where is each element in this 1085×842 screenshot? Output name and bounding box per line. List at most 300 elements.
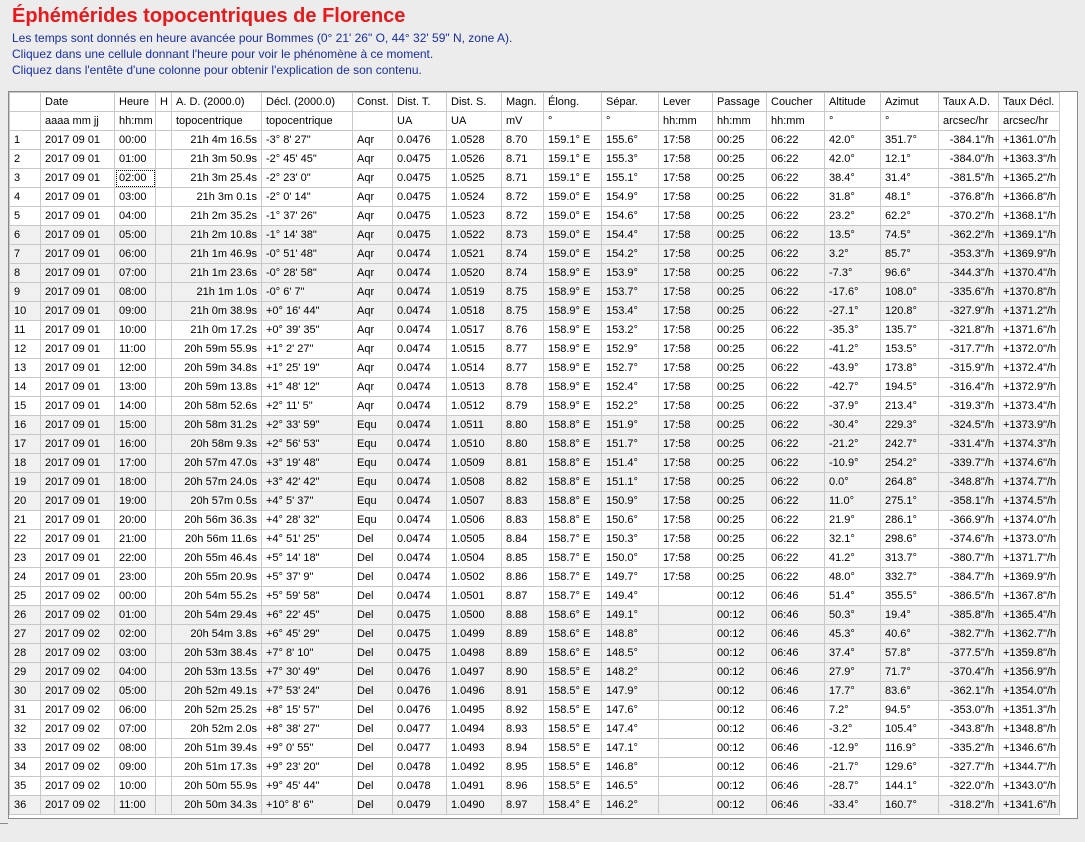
cell-separ: 150.6° — [602, 511, 659, 530]
cell-magn: 8.85 — [502, 549, 544, 568]
cell-heure[interactable]: 20:00 — [115, 511, 156, 530]
cell-h — [156, 473, 172, 492]
cell-alt: 42.0° — [825, 131, 881, 150]
cell-lever: 17:58 — [659, 340, 713, 359]
page-title: Éphémérides topocentriques de Florence — [12, 5, 406, 27]
cell-az: 85.7° — [881, 245, 939, 264]
cell-passage: 00:25 — [713, 226, 767, 245]
cell-coucher: 06:22 — [767, 207, 825, 226]
cell-heure[interactable]: 10:00 — [115, 321, 156, 340]
cell-ad: 20h 57m 0.5s — [172, 492, 262, 511]
table-row — [10, 131, 1060, 150]
cell-elong: 158.9° E — [544, 321, 602, 340]
cell-coucher: 06:22 — [767, 435, 825, 454]
cell-az: 160.7° — [881, 796, 939, 815]
cell-heure[interactable]: 06:00 — [115, 701, 156, 720]
cell-alt: 32.1° — [825, 530, 881, 549]
cell-const: Del — [353, 720, 393, 739]
cell-alt: 31.8° — [825, 188, 881, 207]
cell-ad: 21h 1m 46.9s — [172, 245, 262, 264]
cell-heure[interactable]: 10:00 — [115, 777, 156, 796]
column-unit-distt[interactable]: UA — [393, 112, 447, 131]
cell-az: 57.8° — [881, 644, 939, 663]
cell-h — [156, 663, 172, 682]
cell-separ: 146.8° — [602, 758, 659, 777]
cell-decl: +1° 25' 19" — [262, 359, 353, 378]
cell-lever — [659, 644, 713, 663]
cell-heure[interactable]: 00:00 — [115, 587, 156, 606]
cell-distt: 0.0474 — [393, 530, 447, 549]
column-unit-alt[interactable]: ° — [825, 112, 881, 131]
table-row — [10, 188, 1060, 207]
cell-passage: 00:25 — [713, 435, 767, 454]
cell-separ: 151.4° — [602, 454, 659, 473]
cell-lever: 17:58 — [659, 549, 713, 568]
cell-az: 40.6° — [881, 625, 939, 644]
cell-coucher: 06:22 — [767, 568, 825, 587]
cell-heure[interactable]: 17:00 — [115, 454, 156, 473]
cell-decl: +9° 45' 44" — [262, 777, 353, 796]
cell-distt: 0.0475 — [393, 606, 447, 625]
cell-date: 2017 09 01 — [41, 264, 115, 283]
cell-ad: 21h 2m 35.2s — [172, 207, 262, 226]
cell-heure[interactable]: 03:00 — [115, 644, 156, 663]
cell-h — [156, 492, 172, 511]
cell-dists: 1.0501 — [447, 587, 502, 606]
cell-lever: 17:58 — [659, 150, 713, 169]
cell-heure[interactable]: 22:00 — [115, 549, 156, 568]
cell-heure[interactable]: 13:00 — [115, 378, 156, 397]
cell-const: Aqr — [353, 302, 393, 321]
column-unit-tdecl[interactable]: arcsec/hr — [999, 112, 1060, 131]
cell-heure[interactable]: 04:00 — [115, 663, 156, 682]
cell-lever — [659, 625, 713, 644]
column-unit-passage[interactable]: hh:mm — [713, 112, 767, 131]
cell-lever: 17:58 — [659, 302, 713, 321]
cell-coucher: 06:22 — [767, 302, 825, 321]
cell-coucher: 06:22 — [767, 321, 825, 340]
cell-distt: 0.0476 — [393, 663, 447, 682]
cell-decl: +2° 11' 5" — [262, 397, 353, 416]
column-unit-tad[interactable]: arcsec/hr — [939, 112, 999, 131]
cell-heure[interactable]: 12:00 — [115, 359, 156, 378]
column-header-elong[interactable]: Élong. — [544, 93, 602, 112]
cell-tad: -331.4"/h — [939, 435, 999, 454]
cell-ad: 20h 58m 9.3s — [172, 435, 262, 454]
cell-magn: 8.83 — [502, 511, 544, 530]
ephemeris-grid[interactable] — [8, 91, 1078, 819]
cell-elong: 158.5° E — [544, 720, 602, 739]
cell-tdecl: +1374.0"/h — [999, 511, 1060, 530]
cell-separ: 147.4° — [602, 720, 659, 739]
column-header-h[interactable]: H — [156, 93, 172, 112]
cell-const: Del — [353, 530, 393, 549]
cell-heure[interactable]: 09:00 — [115, 302, 156, 321]
cell-ad: 20h 59m 55.9s — [172, 340, 262, 359]
cell-ad: 20h 52m 49.1s — [172, 682, 262, 701]
cell-h — [156, 549, 172, 568]
column-unit-elong[interactable]: ° — [544, 112, 602, 131]
cell-alt: -10.9° — [825, 454, 881, 473]
column-unit-const[interactable] — [353, 112, 393, 131]
cell-elong: 159.1° E — [544, 131, 602, 150]
cell-elong: 158.5° E — [544, 758, 602, 777]
cell-lever: 17:58 — [659, 264, 713, 283]
cell-dists: 1.0518 — [447, 302, 502, 321]
cell-alt: 23.2° — [825, 207, 881, 226]
cell-az: 96.6° — [881, 264, 939, 283]
column-header-n[interactable] — [10, 93, 41, 112]
cell-const: Del — [353, 739, 393, 758]
cell-elong: 159.1° E — [544, 169, 602, 188]
column-header-tad[interactable]: Taux A.D. — [939, 93, 999, 112]
cell-lever: 17:58 — [659, 435, 713, 454]
cell-n: 24 — [10, 568, 41, 587]
cell-heure[interactable]: 21:00 — [115, 530, 156, 549]
cell-decl: +0° 39' 35" — [262, 321, 353, 340]
cell-n: 9 — [10, 283, 41, 302]
cell-tdecl: +1374.5"/h — [999, 492, 1060, 511]
cell-coucher: 06:22 — [767, 549, 825, 568]
cell-separ: 155.3° — [602, 150, 659, 169]
cell-distt: 0.0475 — [393, 169, 447, 188]
column-header-dists[interactable]: Dist. S. — [447, 93, 502, 112]
cell-heure[interactable]: 02:00 — [115, 169, 156, 188]
cell-n: 15 — [10, 397, 41, 416]
column-unit-magn[interactable]: mV — [502, 112, 544, 131]
cell-heure[interactable]: 11:00 — [115, 796, 156, 815]
column-unit-heure[interactable]: hh:mm — [115, 112, 156, 131]
cell-elong: 158.8° E — [544, 473, 602, 492]
cell-elong: 158.8° E — [544, 492, 602, 511]
cell-heure[interactable]: 02:00 — [115, 625, 156, 644]
cell-distt: 0.0474 — [393, 378, 447, 397]
cell-tdecl: +1371.7"/h — [999, 549, 1060, 568]
cell-date: 2017 09 01 — [41, 283, 115, 302]
cell-az: 194.5° — [881, 378, 939, 397]
cell-heure[interactable]: 07:00 — [115, 720, 156, 739]
cell-const: Aqr — [353, 359, 393, 378]
cell-dists: 1.0495 — [447, 701, 502, 720]
cell-tdecl: +1354.0"/h — [999, 682, 1060, 701]
column-unit-ad[interactable]: topocentrique — [172, 112, 262, 131]
cell-dists: 1.0521 — [447, 245, 502, 264]
cell-elong: 158.7° E — [544, 568, 602, 587]
column-unit-lever[interactable]: hh:mm — [659, 112, 713, 131]
cell-date: 2017 09 02 — [41, 739, 115, 758]
cell-decl: -0° 28' 58" — [262, 264, 353, 283]
table-row — [10, 150, 1060, 169]
cell-dists: 1.0490 — [447, 796, 502, 815]
cell-h — [156, 511, 172, 530]
column-unit-dists[interactable]: UA — [447, 112, 502, 131]
cell-decl: +8° 38' 27" — [262, 720, 353, 739]
cell-date: 2017 09 01 — [41, 549, 115, 568]
cell-h — [156, 207, 172, 226]
cell-magn: 8.97 — [502, 796, 544, 815]
cell-date: 2017 09 02 — [41, 606, 115, 625]
cell-distt: 0.0476 — [393, 682, 447, 701]
cell-elong: 158.5° E — [544, 682, 602, 701]
column-unit-az[interactable]: ° — [881, 112, 939, 131]
cell-h — [156, 796, 172, 815]
cell-passage: 00:25 — [713, 416, 767, 435]
cell-date: 2017 09 01 — [41, 302, 115, 321]
cell-tad: -386.5"/h — [939, 587, 999, 606]
cell-separ: 153.7° — [602, 283, 659, 302]
cell-h — [156, 169, 172, 188]
column-unit-coucher[interactable]: hh:mm — [767, 112, 825, 131]
cell-h — [156, 701, 172, 720]
cell-heure[interactable]: 16:00 — [115, 435, 156, 454]
cell-dists: 1.0517 — [447, 321, 502, 340]
cell-lever — [659, 682, 713, 701]
cell-heure[interactable]: 11:00 — [115, 340, 156, 359]
column-header-decl[interactable]: Décl. (2000.0) — [262, 93, 353, 112]
cell-tad: -370.4"/h — [939, 663, 999, 682]
cell-heure[interactable]: 05:00 — [115, 682, 156, 701]
cell-heure[interactable]: 01:00 — [115, 150, 156, 169]
cell-heure[interactable]: 08:00 — [115, 283, 156, 302]
cell-magn: 8.75 — [502, 283, 544, 302]
cell-tad: -380.7"/h — [939, 549, 999, 568]
cell-passage: 00:25 — [713, 511, 767, 530]
cell-alt: 51.4° — [825, 587, 881, 606]
cell-n: 29 — [10, 663, 41, 682]
cell-dists: 1.0522 — [447, 226, 502, 245]
cell-distt: 0.0474 — [393, 587, 447, 606]
cell-coucher: 06:46 — [767, 644, 825, 663]
cell-tad: -362.2"/h — [939, 226, 999, 245]
cell-date: 2017 09 02 — [41, 587, 115, 606]
cell-ad: 20h 58m 52.6s — [172, 397, 262, 416]
table-row — [10, 359, 1060, 378]
cell-ad: 20h 54m 3.8s — [172, 625, 262, 644]
column-header-lever[interactable]: Lever — [659, 93, 713, 112]
cell-coucher: 06:22 — [767, 226, 825, 245]
cell-tdecl: +1374.6"/h — [999, 454, 1060, 473]
cell-passage: 00:12 — [713, 663, 767, 682]
cell-az: 116.9° — [881, 739, 939, 758]
cell-const: Aqr — [353, 245, 393, 264]
cell-tdecl: +1374.7"/h — [999, 473, 1060, 492]
cell-h — [156, 644, 172, 663]
column-header-alt[interactable]: Altitude — [825, 93, 881, 112]
cell-n: 12 — [10, 340, 41, 359]
column-unit-n[interactable] — [10, 112, 41, 131]
ephemeris-table — [9, 92, 1060, 815]
cell-dists: 1.0520 — [447, 264, 502, 283]
cell-const: Del — [353, 644, 393, 663]
cell-date: 2017 09 01 — [41, 435, 115, 454]
cell-alt: -7.3° — [825, 264, 881, 283]
cell-const: Aqr — [353, 264, 393, 283]
column-header-heure[interactable]: Heure — [115, 93, 156, 112]
cell-date: 2017 09 01 — [41, 473, 115, 492]
column-header-magn[interactable]: Magn. — [502, 93, 544, 112]
table-row — [10, 625, 1060, 644]
cell-magn: 8.71 — [502, 169, 544, 188]
cell-heure[interactable]: 03:00 — [115, 188, 156, 207]
cell-dists: 1.0523 — [447, 207, 502, 226]
cell-dists: 1.0504 — [447, 549, 502, 568]
cell-heure[interactable]: 15:00 — [115, 416, 156, 435]
cell-az: 242.7° — [881, 435, 939, 454]
cell-n: 6 — [10, 226, 41, 245]
cell-separ: 154.9° — [602, 188, 659, 207]
cell-passage: 00:25 — [713, 359, 767, 378]
cell-heure[interactable]: 19:00 — [115, 492, 156, 511]
cell-elong: 158.8° E — [544, 416, 602, 435]
cell-elong: 158.6° E — [544, 606, 602, 625]
cell-const: Aqr — [353, 150, 393, 169]
cell-alt: -37.9° — [825, 397, 881, 416]
column-header-const[interactable]: Const. — [353, 93, 393, 112]
column-unit-decl[interactable]: topocentrique — [262, 112, 353, 131]
cell-const: Equ — [353, 492, 393, 511]
cell-magn: 8.94 — [502, 739, 544, 758]
cell-decl: +7° 30' 49" — [262, 663, 353, 682]
table-row — [10, 511, 1060, 530]
cell-dists: 1.0513 — [447, 378, 502, 397]
cell-tdecl: +1363.3"/h — [999, 150, 1060, 169]
cell-coucher: 06:22 — [767, 264, 825, 283]
table-row — [10, 416, 1060, 435]
cell-ad: 20h 58m 31.2s — [172, 416, 262, 435]
cell-separ: 146.2° — [602, 796, 659, 815]
cell-n: 8 — [10, 264, 41, 283]
cell-dists: 1.0498 — [447, 644, 502, 663]
cell-const: Aqr — [353, 378, 393, 397]
column-header-tdecl[interactable]: Taux Décl. — [999, 93, 1060, 112]
cell-passage: 00:25 — [713, 530, 767, 549]
cell-tad: -316.4"/h — [939, 378, 999, 397]
cell-az: 94.5° — [881, 701, 939, 720]
column-unit-date[interactable]: aaaa mm jj — [41, 112, 115, 131]
cell-az: 144.1° — [881, 777, 939, 796]
cell-separ: 150.3° — [602, 530, 659, 549]
cell-heure[interactable]: 18:00 — [115, 473, 156, 492]
cell-magn: 8.72 — [502, 188, 544, 207]
cell-date: 2017 09 02 — [41, 644, 115, 663]
cell-heure[interactable]: 05:00 — [115, 226, 156, 245]
cell-magn: 8.84 — [502, 530, 544, 549]
cell-const: Aqr — [353, 226, 393, 245]
column-header-az[interactable]: Azimut — [881, 93, 939, 112]
cell-dists: 1.0512 — [447, 397, 502, 416]
cell-dists: 1.0492 — [447, 758, 502, 777]
column-unit-h[interactable] — [156, 112, 172, 131]
cell-tdecl: +1371.6"/h — [999, 321, 1060, 340]
cell-distt: 0.0474 — [393, 302, 447, 321]
cell-magn: 8.80 — [502, 416, 544, 435]
cell-heure[interactable]: 08:00 — [115, 739, 156, 758]
cell-heure[interactable]: 09:00 — [115, 758, 156, 777]
cell-ad: 20h 50m 34.3s — [172, 796, 262, 815]
column-unit-separ[interactable]: ° — [602, 112, 659, 131]
cell-lever: 17:58 — [659, 416, 713, 435]
cell-az: 74.5° — [881, 226, 939, 245]
cell-heure[interactable]: 07:00 — [115, 264, 156, 283]
cell-separ: 154.2° — [602, 245, 659, 264]
cell-heure[interactable]: 04:00 — [115, 207, 156, 226]
cell-alt: -30.4° — [825, 416, 881, 435]
table-row — [10, 606, 1060, 625]
table-row — [10, 758, 1060, 777]
cell-tad: -335.6"/h — [939, 283, 999, 302]
cell-distt: 0.0474 — [393, 264, 447, 283]
column-header-date[interactable]: Date — [41, 93, 115, 112]
cell-coucher: 06:46 — [767, 625, 825, 644]
cell-separ: 154.4° — [602, 226, 659, 245]
cell-decl: +2° 56' 53" — [262, 435, 353, 454]
cell-heure[interactable]: 00:00 — [115, 131, 156, 150]
table-row — [10, 587, 1060, 606]
cell-tad: -321.8"/h — [939, 321, 999, 340]
cell-lever: 17:58 — [659, 473, 713, 492]
cell-heure[interactable]: 23:00 — [115, 568, 156, 587]
column-header-distt[interactable]: Dist. T. — [393, 93, 447, 112]
table-row — [10, 739, 1060, 758]
column-header-separ[interactable]: Sépar. — [602, 93, 659, 112]
cell-coucher: 06:22 — [767, 131, 825, 150]
cell-const: Del — [353, 568, 393, 587]
column-header-coucher[interactable]: Coucher — [767, 93, 825, 112]
cell-const: Del — [353, 606, 393, 625]
cell-const: Del — [353, 625, 393, 644]
cell-tdecl: +1365.2"/h — [999, 169, 1060, 188]
cell-magn: 8.83 — [502, 492, 544, 511]
cell-dists: 1.0502 — [447, 568, 502, 587]
cell-coucher: 06:22 — [767, 150, 825, 169]
cell-n: 4 — [10, 188, 41, 207]
table-row — [10, 720, 1060, 739]
cell-alt: -21.2° — [825, 435, 881, 454]
cell-n: 36 — [10, 796, 41, 815]
table-row — [10, 663, 1060, 682]
cell-passage: 00:25 — [713, 473, 767, 492]
table-row — [10, 454, 1060, 473]
cell-distt: 0.0474 — [393, 454, 447, 473]
cell-separ: 152.2° — [602, 397, 659, 416]
cell-coucher: 06:22 — [767, 169, 825, 188]
cell-h — [156, 283, 172, 302]
cell-magn: 8.90 — [502, 663, 544, 682]
cell-heure[interactable]: 14:00 — [115, 397, 156, 416]
cell-h — [156, 682, 172, 701]
cell-az: 229.3° — [881, 416, 939, 435]
cell-tdecl: +1371.2"/h — [999, 302, 1060, 321]
cell-distt: 0.0476 — [393, 701, 447, 720]
table-row — [10, 701, 1060, 720]
cell-ad: 20h 50m 55.9s — [172, 777, 262, 796]
cell-az: 108.0° — [881, 283, 939, 302]
column-header-passage[interactable]: Passage — [713, 93, 767, 112]
cell-heure[interactable]: 01:00 — [115, 606, 156, 625]
cell-n: 33 — [10, 739, 41, 758]
cell-decl: +3° 19' 48" — [262, 454, 353, 473]
cell-ad: 20h 52m 25.2s — [172, 701, 262, 720]
cell-heure[interactable]: 06:00 — [115, 245, 156, 264]
cell-passage: 00:25 — [713, 207, 767, 226]
cell-dists: 1.0494 — [447, 720, 502, 739]
cell-magn: 8.88 — [502, 606, 544, 625]
cell-date: 2017 09 01 — [41, 321, 115, 340]
cell-ad: 21h 3m 0.1s — [172, 188, 262, 207]
column-header-ad[interactable]: A. D. (2000.0) — [172, 93, 262, 112]
cell-tad: -348.8"/h — [939, 473, 999, 492]
cell-separ: 151.9° — [602, 416, 659, 435]
